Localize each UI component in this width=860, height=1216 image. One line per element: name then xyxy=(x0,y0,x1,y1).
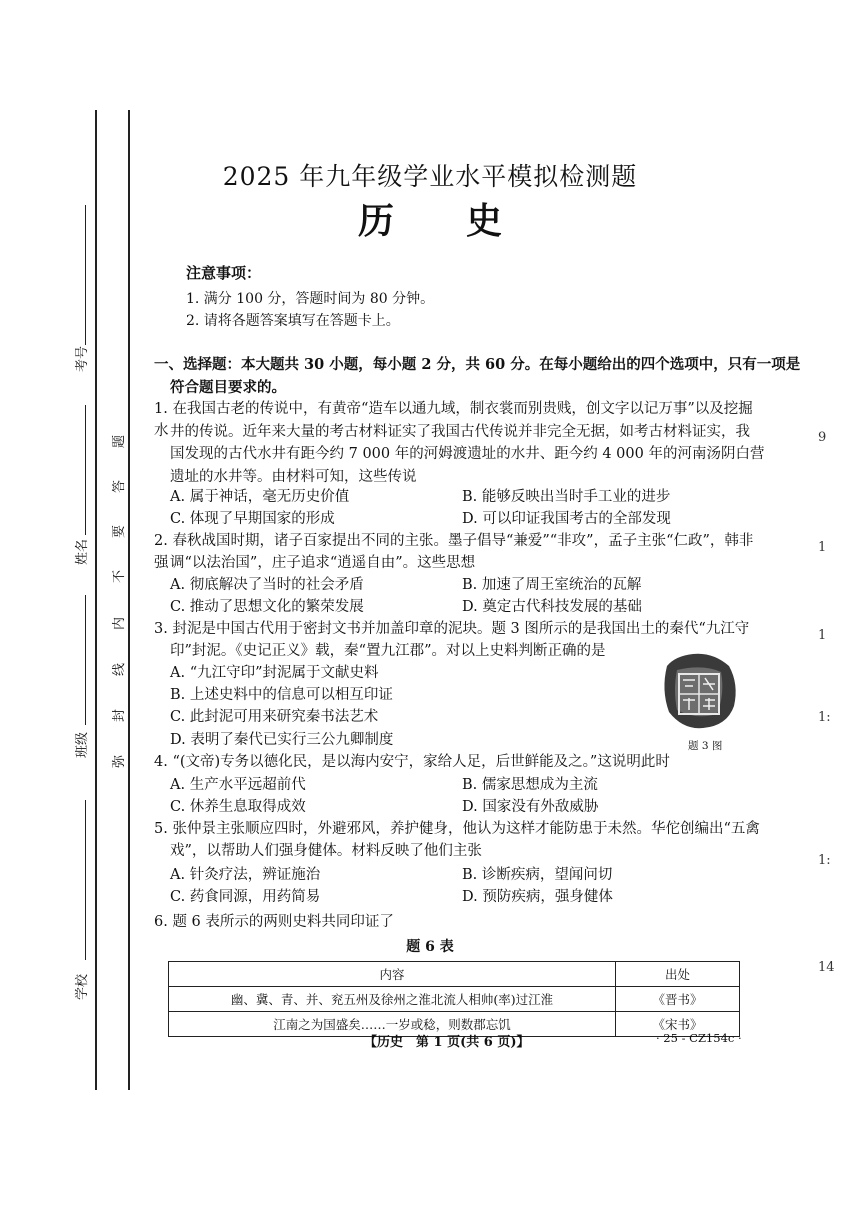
notice-item: 1. 满分 100 分，答题时间为 80 分钟。 xyxy=(186,291,435,307)
option-a: A. 彻底解决了当时的社会矛盾 xyxy=(170,577,364,593)
margin-number: 1 xyxy=(818,540,827,555)
exam-title: 2025 年九年级学业水平模拟检测题 xyxy=(222,162,638,191)
margin-number: 1: xyxy=(818,853,831,868)
seal-char: 答 xyxy=(112,479,127,493)
margin-number: 9 xyxy=(818,430,827,445)
class-blank xyxy=(85,595,86,725)
option-a: A. 针灸疗法，辨证施治 xyxy=(170,867,321,883)
table-header: 出处 xyxy=(616,962,740,987)
notice-heading: 注意事项： xyxy=(186,264,262,282)
option-c: C. 推动了思想文化的繁荣发展 xyxy=(170,599,364,615)
source-table xyxy=(168,961,740,1037)
page-info: 【历史 第 1 页(共 6 页)】 xyxy=(364,1035,530,1050)
seal-char: 弥 xyxy=(112,754,127,768)
table-caption: 题 6 表 xyxy=(406,939,454,955)
section-heading: 一、选择题：本大题共 30 小题，每小题 2 分，共 60 分。在每小题给出的四个选项中，只有一项是 xyxy=(154,356,801,373)
section-heading-cont: 符合题目要求的。 xyxy=(170,379,286,396)
question-line: 国发现的古代水井有距今约 7 000 年的河姆渡遗址的水井、距今约 4 000 年的河南汤阴白营 xyxy=(170,446,765,462)
table-cell: 江南之为国盛矣……一岁或稔，则数郡忘饥 xyxy=(169,1012,616,1037)
option-b: B. 能够反映出当时手工业的进步 xyxy=(462,489,671,505)
option-a: A. “九江守印”封泥属于文献史料 xyxy=(170,665,379,681)
option-c: C. 此封泥可用来研究秦书法艺术 xyxy=(170,709,379,725)
question-line: 遗址的水井等。由材料可知，这些传说 xyxy=(170,469,417,485)
option-d: D. 可以印证我国考古的全部发现 xyxy=(462,511,671,527)
option-a: A. 属于神话，毫无历史价值 xyxy=(170,489,350,505)
question-line: 5. 张仲景主张顺应四时，外避邪风，养护健身，他认为这样才能防患于未然。华佗创编出“五禽 xyxy=(154,821,760,837)
notice-item: 2. 请将各题答案填写在答题卡上。 xyxy=(186,313,400,329)
seal-char: 要 xyxy=(112,524,127,538)
name-blank xyxy=(85,405,86,535)
question-line: 调“以法治国”，庄子追求“逍遥自由”。这些思想 xyxy=(170,555,476,571)
option-b: B. 上述史料中的信息可以相互印证 xyxy=(170,687,393,703)
option-b: B. 儒家思想成为主流 xyxy=(462,777,598,793)
option-d: D. 表明了秦代已实行三公九卿制度 xyxy=(170,732,394,748)
school-label: 学校 xyxy=(75,973,90,1000)
question-line: 印”封泥。《史记正义》载，秦“置九江郡”。对以上史料判断正确的是 xyxy=(170,643,606,659)
seal-figure xyxy=(655,648,740,733)
margin-number: 14 xyxy=(818,960,835,975)
option-d: D. 国家没有外敌威胁 xyxy=(462,799,599,815)
class-label: 班级 xyxy=(75,731,90,758)
table-cell: 《晋书》 xyxy=(616,987,740,1012)
seal-char: 封 xyxy=(112,708,127,722)
table-row xyxy=(169,987,740,1012)
question-line: 4. “(文帝)专务以德化民，是以海内安宁，家给人足，后世鲜能及之。”这说明此时 xyxy=(154,754,670,770)
question-line: 3. 封泥是中国古代用于密封文书并加盖印章的泥块。题 3 图所示的是我国出土的秦代“九江守 xyxy=(154,621,750,637)
table-cell: 《宋书》 xyxy=(616,1012,740,1037)
seal-char: 不 xyxy=(112,569,127,583)
option-d: D. 奠定古代科技发展的基础 xyxy=(462,599,642,615)
option-a: A. 生产水平远超前代 xyxy=(170,777,306,793)
question-line: 井的传说。近年来大量的考古材料证实了我国古代传说并非完全无据，如考古材料证实，我 xyxy=(170,424,750,440)
table-header: 内容 xyxy=(169,962,616,987)
exam-no-label: 考号 xyxy=(75,345,90,372)
question-line: 2. 春秋战国时期，诸子百家提出不同的主张。墨子倡导“兼爱”“非攻”，孟子主张“仁政”，韩非强 xyxy=(154,533,754,571)
option-c: C. 休养生息取得成效 xyxy=(170,799,306,815)
option-b: B. 诊断疾病，望闻问切 xyxy=(462,867,613,883)
option-d: D. 预防疾病，强身健体 xyxy=(462,889,613,905)
question-line: 1. 在我国古老的传说中，有黄帝“造车以通九域，制衣裳而别贵贱，创文字以记万事”以及挖掘水 xyxy=(154,401,753,439)
option-c: C. 药食同源，用药简易 xyxy=(170,889,321,905)
option-c: C. 体现了早期国家的形成 xyxy=(170,511,335,527)
name-label: 姓名 xyxy=(75,538,90,565)
question-line: 6. 题 6 表所示的两则史料共同印证了 xyxy=(154,914,394,930)
subject-title: 历 史 xyxy=(357,200,502,242)
margin-number: 1: xyxy=(818,710,831,725)
question-line: 戏”，以帮助人们强身健体。材料反映了他们主张 xyxy=(170,843,482,859)
option-b: B. 加速了周王室统治的瓦解 xyxy=(462,577,642,593)
seal-char: 题 xyxy=(112,434,127,448)
table-cell: 幽、冀、青、并、兖五州及徐州之淮北流人相帅(率)过江淮 xyxy=(169,987,616,1012)
seal-char: 线 xyxy=(112,662,127,676)
seal-char: 内 xyxy=(112,616,127,630)
doc-code: · 25 - CZ154c · xyxy=(656,1031,742,1045)
figure-caption: 题 3 图 xyxy=(688,740,723,752)
margin-number: 1 xyxy=(818,628,827,643)
